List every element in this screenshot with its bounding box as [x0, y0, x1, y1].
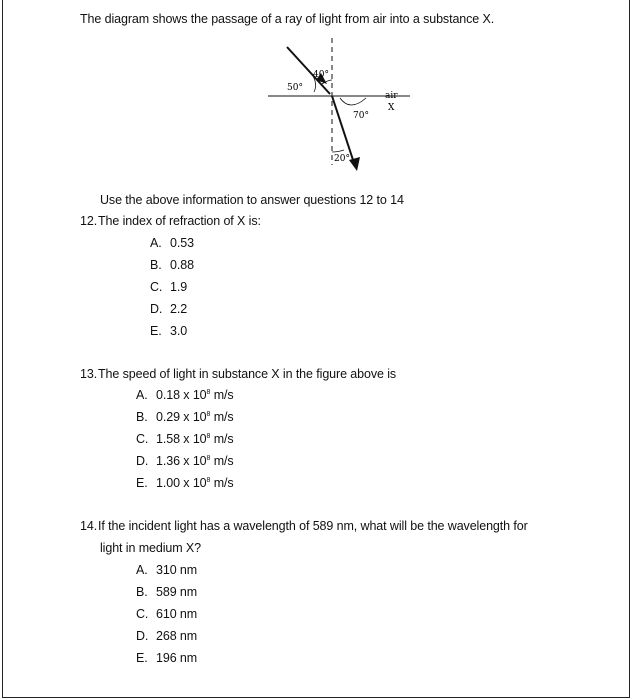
option-letter: E.: [136, 476, 148, 490]
question-text: The index of refraction of X is:: [98, 214, 261, 228]
option-text: 0.29 x $10^8$ m/s: [156, 410, 234, 424]
option-letter: B.: [150, 258, 162, 272]
option-text: 2.2: [170, 302, 188, 316]
option-letter: C.: [150, 280, 163, 294]
option-text: 0.53: [170, 236, 194, 250]
option-text: 268 nm: [156, 629, 198, 643]
question-text: If the incident light has a wavelength of 589 nm, what will be the wavelength for: [98, 519, 528, 533]
medium-x-label: X: [388, 103, 395, 113]
angle-50-label: 50°: [287, 83, 303, 93]
option-letter: A.: [136, 563, 148, 577]
angle-70-label: 70°: [353, 111, 369, 121]
question-number: 12.: [80, 214, 98, 228]
medium-air-label: air: [385, 91, 398, 101]
option-letter: D.: [150, 302, 163, 316]
option-text: 0.88: [170, 258, 194, 272]
option-letter: A.: [150, 236, 162, 250]
option-letter: C.: [136, 432, 149, 446]
option-letter: A.: [136, 388, 148, 402]
option-text: 196 nm: [156, 651, 198, 665]
intro-text: The diagram shows the passage of a ray of light from air into a substance X.: [80, 12, 495, 26]
option-text: 0.18 x $10^8$ m/s: [156, 388, 234, 402]
refracted-arrow-icon: [349, 157, 360, 171]
question-text: The speed of light in substance X in the figure above is: [98, 367, 397, 381]
option-letter: E.: [136, 651, 148, 665]
arc-20: [332, 150, 344, 152]
question-number: 14.: [80, 519, 98, 533]
question-text-continued: light in medium X?: [100, 541, 202, 555]
option-text: 589 nm: [156, 585, 198, 599]
angle-40-label: 40°: [313, 70, 329, 80]
option-text: 1.00 x $10^8$ m/s: [156, 476, 234, 490]
option-text: 610 nm: [156, 607, 198, 621]
option-letter: D.: [136, 454, 149, 468]
instruction-text: Use the above information to answer questions 12 to 14: [100, 193, 404, 207]
option-letter: B.: [136, 585, 148, 599]
arc-70: [340, 98, 366, 105]
option-text: 3.0: [170, 324, 188, 338]
option-letter: E.: [150, 324, 162, 338]
option-letter: C.: [136, 607, 149, 621]
option-text: 1.58 x $10^8$ m/s: [156, 432, 234, 446]
option-text: 1.9: [170, 280, 188, 294]
angle-20-label: 20°: [334, 154, 350, 164]
option-letter: D.: [136, 629, 149, 643]
option-letter: B.: [136, 410, 148, 424]
option-text: 1.36 x $10^8$ m/s: [156, 454, 234, 468]
question-number: 13.: [80, 367, 98, 381]
option-text: 310 nm: [156, 563, 198, 577]
